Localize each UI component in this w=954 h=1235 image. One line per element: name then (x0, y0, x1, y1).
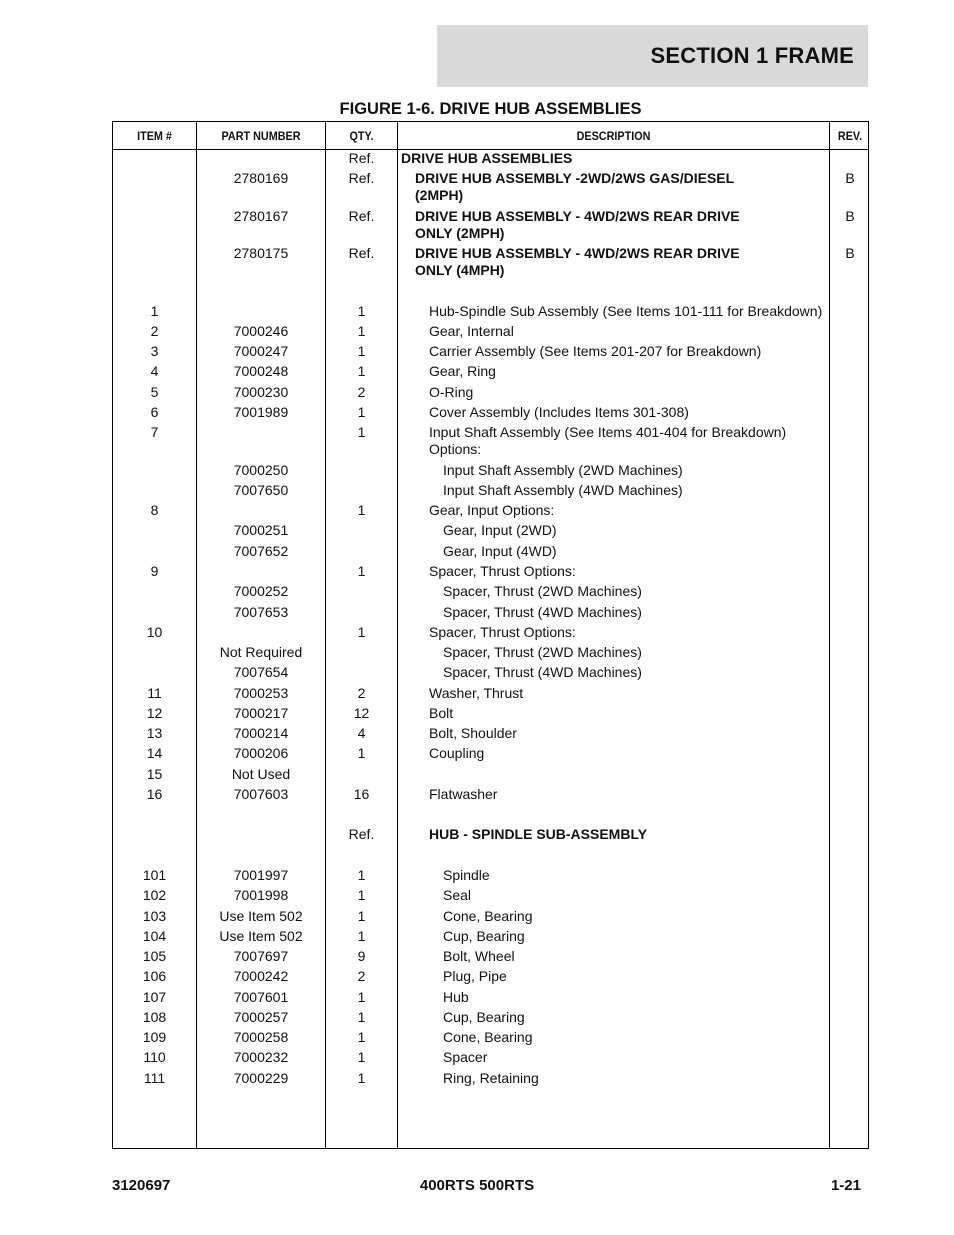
part-number: 7000257 (233, 1009, 289, 1025)
part-number: 2780175 (233, 245, 289, 261)
description (443, 928, 873, 945)
part-number: 7000230 (233, 384, 289, 400)
quantity: 1 (357, 989, 366, 1005)
description (429, 725, 859, 742)
description-text-continued: Options: (429, 441, 482, 457)
part-number: 2780169 (233, 170, 289, 186)
revision: B (845, 245, 855, 261)
quantity: 1 (357, 303, 366, 319)
item-number: 107 (142, 989, 167, 1005)
part-number: 2780167 (233, 208, 289, 224)
quantity: 1 (357, 323, 366, 339)
description-text: DRIVE HUB ASSEMBLIES (401, 150, 573, 166)
part-number: Use Item 502 (219, 908, 303, 924)
item-number: 9 (150, 563, 159, 579)
item-number: 13 (146, 725, 163, 741)
description-text: Spacer, Thrust (4WD Machines) (443, 604, 642, 620)
description (429, 343, 859, 360)
section-banner (437, 25, 868, 87)
description-text-continued: ONLY (2MPH) (415, 225, 505, 241)
description (429, 624, 859, 641)
item-number: 7 (150, 424, 159, 440)
item-number: 12 (146, 705, 163, 721)
description (429, 424, 859, 458)
item-number: 103 (142, 908, 167, 924)
part-number: 7000232 (233, 1049, 289, 1065)
item-number: 105 (142, 948, 167, 964)
part-number: 7000246 (233, 323, 289, 339)
item-number: 1 (150, 303, 159, 319)
item-number: 14 (146, 745, 163, 761)
description-text: Spacer, Thrust (2WD Machines) (443, 644, 642, 660)
part-number: 7000206 (233, 745, 289, 761)
description-text: Plug, Pipe (443, 968, 507, 984)
quantity: 1 (357, 502, 366, 518)
item-number: 3 (150, 343, 159, 359)
description (429, 786, 859, 803)
description-text: Spacer, Thrust Options: (429, 563, 576, 579)
quantity: 1 (357, 424, 366, 440)
part-number: Use Item 502 (219, 928, 303, 944)
quantity: 1 (357, 745, 366, 761)
description-text: Cover Assembly (Includes Items 301-308) (429, 404, 689, 420)
description-text: Coupling (429, 745, 485, 761)
description (429, 363, 859, 380)
description (429, 563, 859, 580)
description-text: Cup, Bearing (443, 1009, 525, 1025)
item-number: 101 (142, 867, 167, 883)
item-number: 11 (147, 685, 162, 701)
description (443, 522, 873, 539)
quantity: 1 (357, 624, 366, 640)
description-text: Gear, Internal (429, 323, 514, 339)
description (443, 968, 873, 985)
header-qty: QTY. (349, 128, 374, 143)
description (443, 1009, 873, 1026)
quantity: 1 (357, 343, 366, 359)
quantity: 9 (357, 948, 366, 964)
section-title: SECTION 1 FRAME (650, 43, 854, 68)
quantity: 1 (357, 363, 366, 379)
part-number: Not Required (219, 644, 303, 660)
header-rev: REV. (837, 128, 863, 143)
header-part-number: PART NUMBER (221, 128, 301, 143)
part-number: 7000214 (233, 725, 289, 741)
quantity: Ref. (348, 150, 375, 166)
description (429, 404, 859, 421)
item-number: 102 (142, 887, 167, 903)
description (401, 150, 831, 167)
description (443, 908, 873, 925)
footer-model: 400RTS 500RTS (419, 1177, 535, 1194)
part-number: 7000217 (233, 705, 289, 721)
description-text: Carrier Assembly (See Items 201-207 for Breakdown) (429, 343, 762, 359)
description-text: Cone, Bearing (443, 908, 533, 924)
figure-title: FIGURE 1-6. DRIVE HUB ASSEMBLIES (339, 100, 642, 118)
description (443, 1049, 873, 1066)
item-number: 10 (146, 624, 163, 640)
description (443, 583, 873, 600)
description (443, 1029, 873, 1046)
description-text-continued: ONLY (4MPH) (415, 262, 505, 278)
description (429, 745, 859, 762)
description (443, 664, 873, 681)
description (443, 867, 873, 884)
description (443, 644, 873, 661)
description-text: Spacer, Thrust (2WD Machines) (443, 583, 642, 599)
part-number: 7007650 (233, 482, 289, 498)
description-text: DRIVE HUB ASSEMBLY - 4WD/2WS REAR DRIVE (415, 208, 740, 224)
quantity: 1 (357, 1070, 366, 1086)
item-number: 16 (146, 786, 163, 802)
header-item: ITEM # (137, 128, 172, 143)
item-number: 5 (150, 384, 159, 400)
quantity: Ref. (348, 208, 375, 224)
description-text: Hub-Spindle Sub Assembly (See Items 101-111 for Breakdown) (429, 303, 823, 319)
part-number: 7000229 (233, 1070, 289, 1086)
part-number: 7000258 (233, 1029, 289, 1045)
part-number: 7000253 (233, 685, 289, 701)
description-text: Gear, Input (2WD) (443, 522, 557, 538)
item-number: 109 (142, 1029, 167, 1045)
description-text: Hub (443, 989, 469, 1005)
description-text: O-Ring (429, 384, 474, 400)
description (429, 303, 859, 320)
item-number: 6 (150, 404, 159, 420)
footer-page-number: 1-21 (830, 1177, 861, 1194)
quantity: 16 (353, 786, 370, 802)
description (443, 948, 873, 965)
part-number: 7007654 (233, 664, 289, 680)
part-number: 7007652 (233, 543, 289, 559)
item-number: 4 (150, 363, 159, 379)
description (429, 502, 859, 519)
description (443, 887, 873, 904)
part-number: Not Used (231, 766, 291, 782)
description-text: Spacer, Thrust Options: (429, 624, 576, 640)
item-number: 104 (142, 928, 167, 944)
description-text: Gear, Input (4WD) (443, 543, 557, 559)
description-text: HUB - SPINDLE SUB-ASSEMBLY (429, 826, 648, 842)
quantity: 12 (353, 705, 370, 721)
description-text: Spacer (443, 1049, 488, 1065)
quantity: Ref. (348, 826, 375, 842)
item-number: 2 (150, 323, 159, 339)
description (415, 170, 845, 204)
item-number: 111 (143, 1070, 166, 1086)
description (415, 245, 845, 279)
part-number: 7007601 (233, 989, 289, 1005)
quantity: 1 (357, 928, 366, 944)
description (415, 208, 845, 242)
description-text: Input Shaft Assembly (See Items 401-404 for Breakdown) (429, 424, 787, 440)
description-text: Seal (443, 887, 472, 903)
description-text: Bolt (429, 705, 454, 721)
description-text: Gear, Ring (429, 363, 496, 379)
part-number: 7000252 (233, 583, 289, 599)
header-description: DESCRIPTION (576, 128, 651, 143)
description-text: Input Shaft Assembly (2WD Machines) (443, 462, 683, 478)
part-number: 7007653 (233, 604, 289, 620)
description-text: Input Shaft Assembly (4WD Machines) (443, 482, 683, 498)
description-text: Spacer, Thrust (4WD Machines) (443, 664, 642, 680)
quantity: 2 (357, 685, 366, 701)
quantity: 1 (357, 1009, 366, 1025)
parts-table (112, 121, 869, 1149)
description-text: Bolt, Wheel (443, 948, 515, 964)
part-number: 7000250 (233, 462, 289, 478)
quantity: 1 (357, 1049, 366, 1065)
part-number: 7000251 (233, 522, 289, 538)
description (443, 543, 873, 560)
description-text: DRIVE HUB ASSEMBLY - 4WD/2WS REAR DRIVE (415, 245, 740, 261)
part-number: 7007697 (233, 948, 289, 964)
description (429, 685, 859, 702)
part-number: 7000242 (233, 968, 289, 984)
quantity: 2 (357, 384, 366, 400)
description-text: Bolt, Shoulder (429, 725, 517, 741)
part-number: 7001998 (233, 887, 289, 903)
description (429, 323, 859, 340)
quantity: 4 (357, 725, 366, 741)
footer-document-number: 3120697 (112, 1177, 171, 1194)
quantity: 1 (357, 887, 366, 903)
item-number: 8 (150, 502, 159, 518)
part-number: 7000248 (233, 363, 289, 379)
item-number: 108 (142, 1009, 167, 1025)
description (429, 705, 859, 722)
description-text: Washer, Thrust (429, 685, 524, 701)
description-text: Flatwasher (429, 786, 498, 802)
quantity: Ref. (348, 245, 375, 261)
description-text-continued: (2MPH) (415, 187, 464, 203)
description-text: Cone, Bearing (443, 1029, 533, 1045)
description (443, 462, 873, 479)
description-text: Gear, Input Options: (429, 502, 555, 518)
description (443, 989, 873, 1006)
quantity: 1 (357, 1029, 366, 1045)
quantity: 1 (357, 867, 366, 883)
description (429, 384, 859, 401)
part-number: 7001997 (233, 867, 289, 883)
quantity: Ref. (348, 170, 375, 186)
part-number: 7007603 (233, 786, 289, 802)
item-number: 106 (142, 968, 167, 984)
quantity: 2 (357, 968, 366, 984)
item-number: 110 (143, 1049, 166, 1065)
part-number: 7000247 (233, 343, 289, 359)
description-text: Spindle (443, 867, 490, 883)
description (429, 826, 859, 843)
description-text: Cup, Bearing (443, 928, 525, 944)
quantity: 1 (357, 908, 366, 924)
description (443, 482, 873, 499)
description-text: Ring, Retaining (443, 1070, 539, 1086)
part-number: 7001989 (233, 404, 289, 420)
quantity: 1 (357, 563, 366, 579)
quantity: 1 (357, 404, 366, 420)
column-divider (397, 122, 398, 1148)
item-number: 15 (146, 766, 163, 782)
revision: B (845, 170, 855, 186)
description (443, 1070, 873, 1087)
revision: B (845, 208, 855, 224)
description-text: DRIVE HUB ASSEMBLY -2WD/2WS GAS/DIESEL (415, 170, 735, 186)
description (443, 604, 873, 621)
